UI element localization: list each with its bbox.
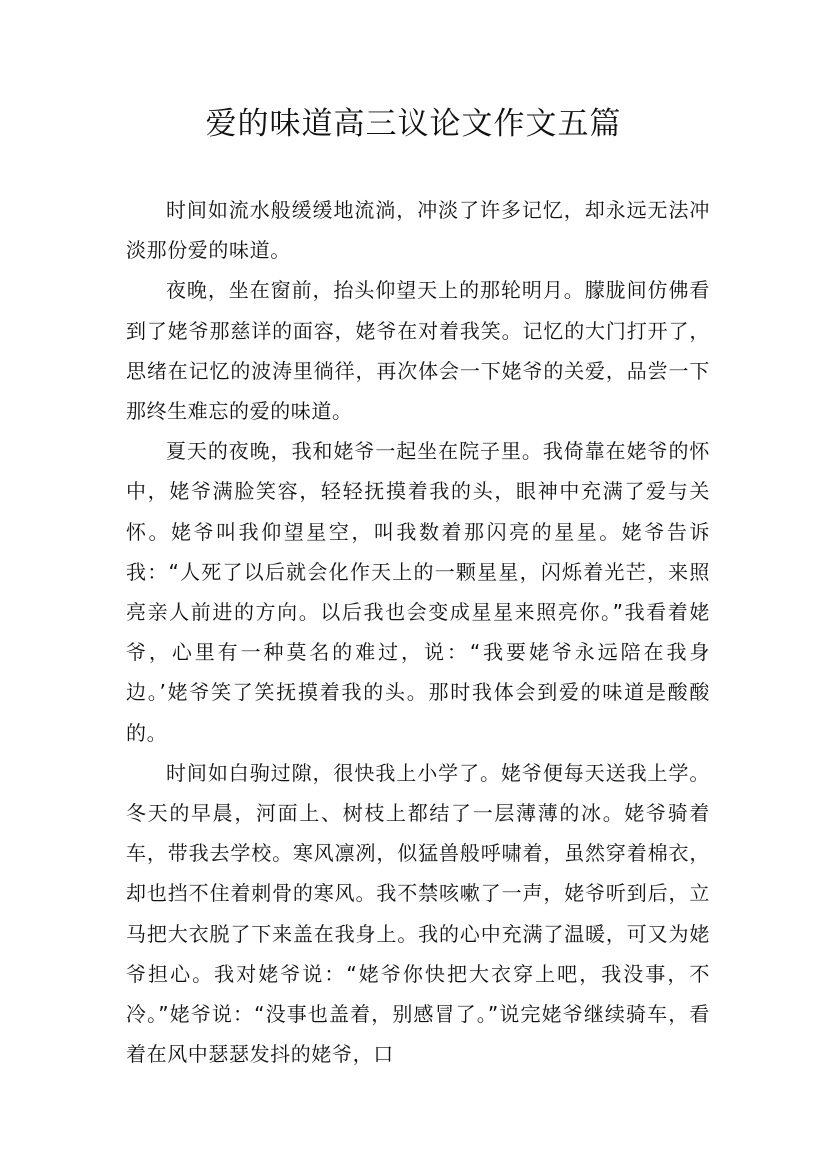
paragraph-1: 时间如流水般缓缓地流淌，冲淡了许多记忆，却永远无法冲淡那份爱的味道。 [126, 198, 710, 263]
paragraph-3: 夏天的夜晚，我和姥爷一起坐在院子里。我倚靠在姥爷的怀中，姥爷满脸笑容，轻轻抚摸着我的头，眼神中充满了爱与关怀。姥爷叫我仰望星空，叫我数着那闪亮的星星。姥爷告诉我：“人死了以后就会化作天上的一颗星星，闪烁着光芒，来照亮亲人前进的方向。以后我也会变成星星来照亮你。”我看着姥爷，心里有一种莫名的难过，说：“我要姥爷永远陪在我身边。’姥爷笑了笑抚摸着我的头。那时我体会到爱的味道是酸酸的。 [126, 439, 710, 745]
paragraph-4: 时间如白驹过隙，很快我上小学了。姥爷便每天送我上学。冬天的早晨，河面上、树枝上都结了一层薄薄的冰。姥爷骑着车，带我去学校。寒风凛冽，似猛兽般呼啸着，虽然穿着棉衣，却也挡不住着刺骨的寒风。我不禁咳嗽了一声，姥爷听到后，立马把大衣脱了下来盖在我身上。我的心中充满了温暖，可又为姥爷担心。我对姥爷说：“姥爷你快把大衣穿上吧，我没事，不冷。”姥爷说：“没事也盖着，别感冒了。”说完姥爷继续骑车，看着在风中瑟瑟发抖的姥爷，口 [126, 760, 710, 1067]
document-title: 爱的味道高三议论文作文五篇 [205, 106, 622, 142]
paragraph-2: 夜晚，坐在窗前，抬头仰望天上的那轮明月。朦胧间仿佛看到了姥爷那慈详的面容，姥爷在对着我笑。记忆的大门打开了，思绪在记忆的波涛里徜徉，再次体会一下姥爷的关爱，品尝一下那终生难忘的爱的味道。 [126, 278, 710, 424]
document-body [126, 190, 710, 1074]
